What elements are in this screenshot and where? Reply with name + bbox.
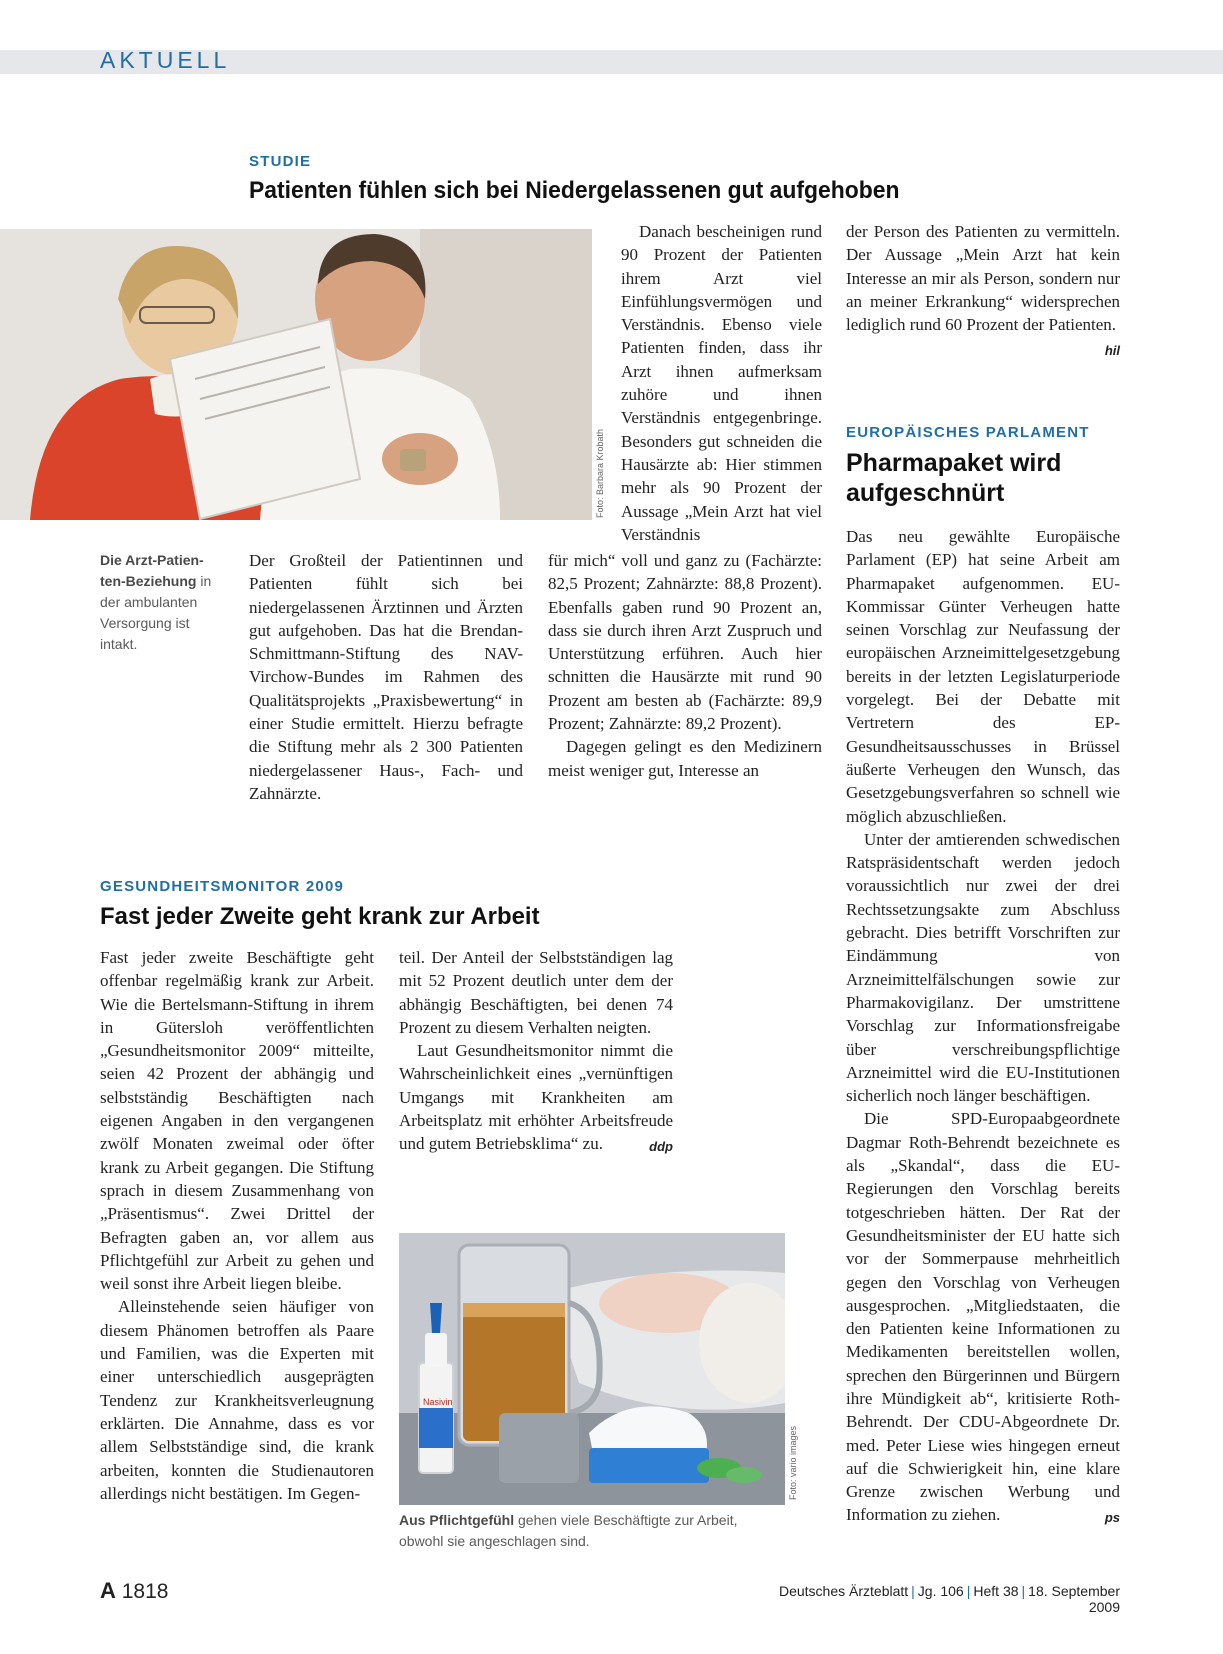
caption-bold: Die Arzt-Patien-ten-Beziehung xyxy=(100,552,204,589)
separator: | xyxy=(911,1583,915,1599)
caption-rest: in der ambulanten Versorgung ist intakt. xyxy=(100,573,212,652)
caption-rest: gehen viele Beschäftigte zur Arbeit, obwohl sie angeschlagen sind. xyxy=(399,1512,738,1549)
paragraph: teil. Der Anteil der Selbstständigen lag mit 52 Prozent deutlich unter dem der abhängig Beschäftigten, bei denen 74 Prozent zu diesem Verhalten neigten. xyxy=(399,948,673,1037)
paragraph: Fast jeder zweite Beschäftigte geht offenbar regelmäßig krank zur Arbeit. Wie die Bertelsmann-Stiftung in ihrem in Gütersloh veröffentlichten „Gesundheitsmonitor 2009“ mitteilte, seien 42 Prozent der abhängig und selbstständig Beschäftigten nach eigenen Angaben in den vergangenen zwölf Monaten zweimal oder öfter krank zu Arbeit gegangen. Die Stiftung sprach in diesem Zusammenhang von „Präsentismus“. Zwei Drittel der Befragten gaben an, vor allem aus Pflichtgefühl zur Arbeit zu gehen und weil sonst ihre Arbeit liegen bleibe. xyxy=(100,948,374,1294)
article1-kicker: STUDIE xyxy=(249,153,312,170)
paragraph: Danach bescheinigen rund 90 Prozent der Patienten ihrem Arzt viel Einfühlungsvermögen und Verständnis. Ebenso viele Patienten finden, dass ihr Arzt ihnen aufmerksam zuhöre und ihnen Verständnis entgegenbringe. Besonders gut schneiden die Hausärzte ab: Hier stimmen mehr als 90 Prozent der Aussage „Mein Arzt hat viel Verständnis xyxy=(621,222,822,544)
paragraph: Das neu gewählte Europäische Parlament (EP) hat seine Arbeit am Pharmapaket aufgenommen. EU-Kommissar Günter Verheugen hatte seinen Vorschlag zur Neufassung der europäischen Arzneimittelgesetzgebung bereits in der letzten Legislaturperiode vorgelegt. Bei der Debatte mit Vertretern des EP-Gesundheitsausschusses in Brüssel äußerte Verheugen den Wunsch, das Gesetzgebungsverfahren so schnell wie möglich abzuschließen. xyxy=(846,527,1120,826)
separator: | xyxy=(1021,1583,1026,1599)
separator: | xyxy=(966,1583,971,1599)
signature: ddp xyxy=(649,1139,673,1155)
date: 18. September 2009 xyxy=(1028,1583,1120,1615)
article1-column-1 xyxy=(249,549,523,805)
article3-body xyxy=(846,525,1120,1530)
paragraph-text: Laut Gesundheitsmonitor nimmt die Wahrscheinlichkeit eines „vernünftigen Umgangs mit Krankheiten am Arbeitsplatz mit erhöhter Arbeitsfreude und gutem Betriebsklima“ zu. xyxy=(399,1041,673,1154)
photo2-credit: Foto: vario images xyxy=(788,1425,798,1500)
article1-column-2-bottom xyxy=(548,549,822,782)
article2-caption xyxy=(399,1510,785,1552)
paragraph: Dagegen gelingt es den Medizinern meist weniger gut, Interesse an xyxy=(548,737,822,780)
headline-line: aufgeschnürt xyxy=(846,479,1005,507)
article2-headline: Fast jeder Zweite geht krank zur Arbeit xyxy=(100,903,540,930)
article1-column-2-top xyxy=(621,220,822,546)
page-prefix: A xyxy=(100,1578,116,1603)
signature: ps xyxy=(1104,1510,1120,1526)
doctor-patient-photo xyxy=(0,229,592,520)
paragraph xyxy=(399,1039,673,1155)
photo-illustration xyxy=(399,1233,785,1505)
paragraph-text: Die SPD-Europaabgeordnete Dagmar Roth-Behrendt bezeichnete es als „Skandal“, dass die EU-Regierungen den Vorschlag bereits totgeschrieben hätten. Der Rat der Gesundheitsminister der EU hatte sich vor der Sommerpause mehrheitlich gegen den Vorschlag von Verheugen ausgesprochen. „Mitgliedstaaten, die den Patienten keine Informationen zu Medikamenten bereitstellen wollen, sprechen den Bürgerinnen und Bürgern ihre Mündigkeit ab“, kritisierte Roth-Behrendt. Der CDU-Abgeordnete Dr. med. Peter Liese wies hingegen erneut auf die Schwierigkeit hin, eine klare Grenze zwischen Werbung und Information zu ziehen. xyxy=(846,1109,1120,1525)
journal-name: Deutsches Ärzteblatt xyxy=(778,1583,909,1599)
paragraph xyxy=(846,1107,1120,1526)
paragraph xyxy=(846,220,1120,359)
article3-kicker: EUROPÄISCHES PARLAMENT xyxy=(846,424,1090,441)
signature: hil xyxy=(1104,343,1120,359)
paragraph-text: der Person des Patienten zu vermitteln. Der Aussage „Mein Arzt hat kein Interesse an mir als Person, sondern nur an meiner Erkrankung“ widersprechen lediglich rund 60 Prozent der Patienten. xyxy=(846,222,1120,335)
caption-bold: Aus Pflichtgefühl xyxy=(399,1512,515,1528)
article2-column-1 xyxy=(100,946,374,1505)
page-number xyxy=(100,1578,168,1604)
paragraph: Der Großteil der Patientinnen und Patienten fühlt sich bei niedergelassenen Ärztinnen und Ärzten gut aufgehoben. Das hat die Brendan-Schmittmann-Stiftung des NAV-Virchow-Bundes im Rahmen des Qualitätsprojekts „Praxisbewertung“ in einer Studie ermittelt. Hierzu befragte die Stiftung mehr als 2 300 Patienten niedergelassener Haus-, Fach- und Zahnärzte. xyxy=(249,551,523,803)
article1-headline: Patienten fühlen sich bei Niedergelassenen gut aufgehoben xyxy=(249,177,900,204)
article2-kicker: GESUNDHEITSMONITOR 2009 xyxy=(100,878,345,895)
issue: Heft 38 xyxy=(973,1583,1019,1599)
nasal-spray-label: Nasivin xyxy=(423,1397,453,1407)
paragraph: Unter der amtierenden schwedischen Ratspräsidentschaft werden jedoch voraussichtlich nur zwei der drei Rechtssetzungsakte zum Abschluss gebracht. Dies betrifft Vorschriften zur Eindämmung von Arzneimittelfälschungen sowie zur Pharmakovigilanz. Der umstrittene Vorschlag zur Informationsfreigabe über verschreibungspflichtige Arzneimittel wird die EU-Institutionen sicherlich noch länger beschäftigen. xyxy=(846,829,1120,1106)
article2-column-2 xyxy=(399,946,673,1159)
article1-caption xyxy=(100,550,218,655)
footer-meta xyxy=(760,1583,1120,1615)
sick-at-work-photo xyxy=(399,1233,785,1505)
article3-headline xyxy=(846,448,1061,508)
page-number-value: 1818 xyxy=(121,1580,169,1603)
photo1-credit: Foto: Barbara Krobath xyxy=(595,428,605,518)
headline-line: Pharmapaket wird xyxy=(846,449,1062,477)
paragraph: Alleinstehende seien häufiger von diesem Phänomen betroffen als Paare und Familien, was die Experten mit einer unterschiedlich ausgeprägten Tendenz zur Krankheitsverleugnung erklärten. Die Annahme, dass es vor allem Selbstständige sind, die krank arbeiten, konnten die Studienautoren allerdings nicht bestätigen. Im Gegen- xyxy=(100,1297,374,1503)
section-label: AKTUELL xyxy=(100,47,231,73)
paragraph: für mich“ voll und ganz zu (Fachärzte: 82,5 Prozent; Zahnärzte: 88,8 Prozent). Ebenfalls gaben rund 90 Prozent an, dass sie durch ihren Arzt Zuspruch und Unterstützung erführen. Auch hier schnitten die Hausärzte mit rund 90 Prozent am besten ab (Fachärzte: 89,9 Prozent; Zahnärzte: 89,2 Prozent). xyxy=(548,551,822,734)
volume: Jg. 106 xyxy=(917,1583,964,1599)
article1-column-3 xyxy=(846,220,1120,363)
photo-illustration xyxy=(0,229,592,520)
